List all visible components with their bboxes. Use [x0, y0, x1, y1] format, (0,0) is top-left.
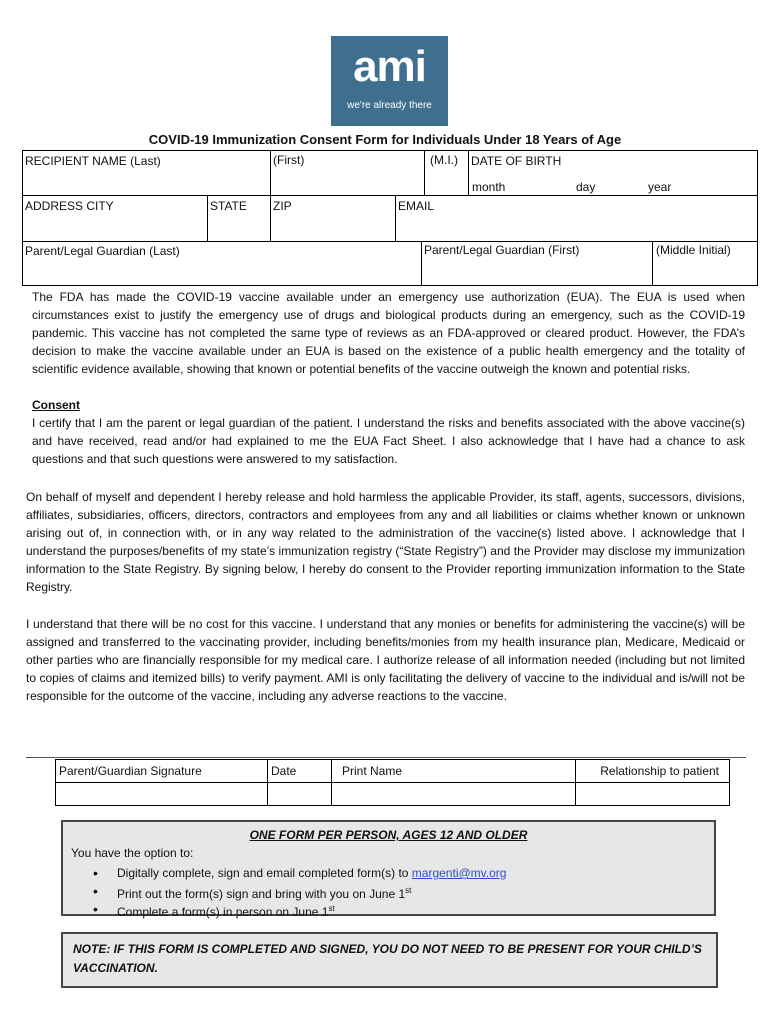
signature-column-header: Parent/Guardian Signature [56, 760, 268, 783]
guardian-last-name-label: Parent/Legal Guardian (Last) [25, 244, 180, 258]
recipient-first-name-label: (First) [273, 153, 305, 167]
relationship-field[interactable] [576, 783, 730, 806]
release-paragraph: On behalf of myself and dependent I hereby release and hold harmless the applicable Provider, its staff, agents, successors, divisions, affiliates, subsidiaries, officers, directors, contractors and employees from any and all liabilities or claims whether known or unknown arising out of, in connection with, or in any way related to the administration of the vaccine(s) listed above. I acknowledge that I understand the purposes/benefits of my state’s immunization registry (“State Registry”) and the Provider may disclose my immunization information to the State Registry. By signing below, I hereby do consent to the Provider reporting immunization information to the State Registry. [26, 490, 745, 594]
date-column-header: Date [268, 760, 332, 783]
option-in-person-sup: st [328, 904, 335, 913]
option-in-person-text: Complete a form(s) in person on June 1 [117, 905, 329, 919]
dob-month-label: month [472, 180, 506, 194]
ami-logo [331, 36, 448, 126]
option-print [93, 882, 506, 900]
cost-paragraph: I understand that there will be no cost for this vaccine. I understand that any monies or benefits for administering the vaccine(s) will be assigned and transferred to the vaccinating provider, including benefits/monies from my health insurance plan, Medicare, Medicaid or other parties who are financially responsible for my medical care. I authorize release of all information needed (including but not limited to copies of claims and itemized bills) to verify payment. AMI is only facilitating the delivery of vaccine to the individual and is/will not be responsible for the outcome of the vaccine, including any adverse reactions to the vaccine. [26, 617, 745, 703]
signature-field[interactable] [56, 783, 268, 806]
zip-label: ZIP [273, 199, 292, 213]
option-print-sup: st [405, 886, 412, 895]
instructions-intro: You have the option to: [71, 846, 194, 860]
guardian-first-name-label: Parent/Legal Guardian (First) [424, 243, 580, 257]
signature-table-row [56, 783, 730, 806]
note-box: NOTE: IF THIS FORM IS COMPLETED AND SIGNED, YOU DO NOT NEED TO BE PRESENT FOR YOUR CHILD’S VACCINATION. [61, 932, 718, 988]
email-link[interactable]: margenti@mv.org [411, 866, 507, 880]
recipient-last-name-label: RECIPIENT NAME (Last) [25, 154, 161, 168]
relationship-column-header: Relationship to patient [576, 760, 730, 783]
date-field[interactable] [268, 783, 332, 806]
logo-tagline: we're already there [347, 100, 432, 111]
signature-table [55, 759, 730, 806]
consent-section [32, 396, 745, 468]
signature-separator [26, 757, 746, 758]
print-name-field[interactable] [332, 783, 576, 806]
state-label: STATE [210, 199, 247, 213]
email-label: EMAIL [398, 199, 435, 213]
dob-day-label: day [576, 180, 596, 194]
option-email [93, 864, 506, 882]
consent-heading: Consent [32, 398, 80, 412]
logo-brand: ami [353, 42, 426, 91]
signature-table-header [56, 760, 730, 783]
consent-text: I certify that I am the parent or legal guardian of the patient. I understand the risks and benefits associated with the above vaccine(s) and have received, read and/or had explained to me the EUA Fact Sheet. I also acknowledge that I have had a chance to ask questions and that such questions were answered to my satisfaction. [32, 416, 745, 466]
option-email-text: Digitally complete, sign and email completed form(s) to [117, 866, 412, 880]
print-name-column-header: Print Name [332, 760, 576, 783]
form-title: COVID-19 Immunization Consent Form for Individuals Under 18 Years of Age [148, 132, 622, 147]
options-list [93, 864, 506, 918]
address-city-label: ADDRESS CITY [25, 199, 114, 213]
eua-paragraph: The FDA has made the COVID-19 vaccine available under an emergency use authorization (EUA). The EUA is used when circumstances exist to justify the emergency use of drugs and biological products during an emergency, such as the COVID-19 pandemic. This vaccine has not completed the same type of reviews as an FDA-approved or cleared product. However, the FDA’s decision to make the vaccine available under an EUA is based on the existence of a public health emergency and the totality of scientific evidence available, showing that known or potential benefits of the vaccine outweigh the known and potential risks. [32, 290, 745, 376]
option-print-text: Print out the form(s) sign and bring with you on June 1 [117, 887, 406, 901]
instructions-box [61, 820, 716, 919]
recipient-mi-label: (M.I.) [430, 153, 458, 167]
dob-year-label: year [648, 180, 672, 194]
date-of-birth-label: DATE OF BIRTH [471, 154, 562, 168]
guardian-middle-initial-label: (Middle Initial) [656, 243, 731, 257]
instructions-title: ONE FORM PER PERSON, AGES 12 AND OLDER [249, 828, 528, 842]
option-in-person [93, 900, 506, 918]
